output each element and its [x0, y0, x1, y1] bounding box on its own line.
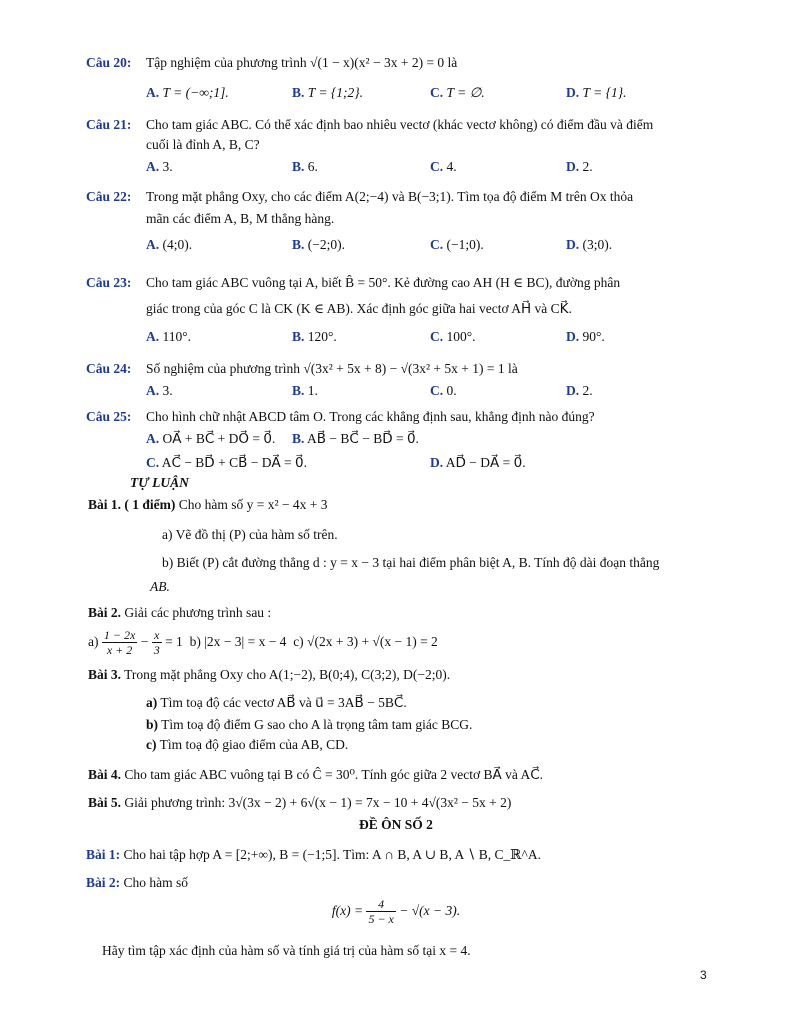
option-letter: B.: [292, 159, 305, 174]
option-letter: A.: [146, 329, 160, 344]
question-label: Câu 21:: [86, 117, 132, 132]
option-letter: A.: [146, 85, 160, 100]
bai-text: Cho hàm số: [123, 875, 189, 890]
equation-rest: = 1: [165, 634, 183, 649]
fraction: [102, 628, 137, 657]
bai-2-equations: [88, 626, 438, 658]
question-label: Câu 24:: [86, 361, 132, 376]
formula-lhs: f(x) =: [331, 903, 364, 918]
option-value: (4;0).: [162, 237, 193, 252]
options-21: [146, 156, 706, 178]
part-text: Tìm toạ độ các vectơ AB⃗ và u⃗ = 3AB⃗ − 5BC⃗.: [160, 695, 407, 710]
option-value: AC⃗ − BD⃗ + CB⃗ − DA⃗ = 0⃗.: [161, 455, 308, 470]
bai-text: Cho hai tập hợp A = [2;+∞), B = (−1;5]. Tìm: A ∩ B, A ∪ B, A ∖ B, C_ℝ^A.: [123, 847, 541, 862]
option-letter: C.: [430, 85, 444, 100]
options-25-row2: [146, 452, 706, 474]
essay-bai-5: [88, 792, 511, 814]
option-value: 120°.: [307, 329, 337, 344]
minus-sign: −: [140, 634, 149, 649]
question-24: [86, 358, 722, 380]
option-letter: C.: [430, 237, 444, 252]
part-label: b): [146, 717, 159, 732]
option-value: T = (−∞;1].: [162, 85, 229, 100]
question-text: Cho tam giác ABC vuông tại A, biết B̂ = 50°. Kẻ đường cao AH (H ∈ BC), đường phân: [146, 275, 621, 290]
function-formula: [0, 894, 792, 928]
option-value: (−1;0).: [446, 237, 484, 252]
question-25: [86, 406, 722, 428]
essay-heading: TỰ LUẬN: [130, 475, 189, 490]
part-label: c): [146, 737, 157, 752]
option-value: 90°.: [582, 329, 605, 344]
bai-text: Trong mặt phẳng Oxy cho A(1;−2), B(0;4), C(3;2), D(−2;0).: [124, 667, 451, 682]
formula-rest: − √(x − 3).: [399, 903, 461, 918]
option-value: 3.: [162, 159, 173, 174]
options-25-row1: [146, 428, 706, 450]
option-value: (3;0).: [582, 237, 613, 252]
part-text: Tìm toạ độ giao điểm của AB, CD.: [159, 737, 349, 752]
option-letter: C.: [430, 159, 444, 174]
option-letter: A.: [146, 159, 160, 174]
denominator: 3: [153, 643, 160, 658]
question-text: Số nghiệm của phương trình √(3x² + 5x + 8) − √(3x² + 5x + 1) = 1 là: [146, 361, 518, 376]
option-letter: B.: [292, 431, 305, 446]
question-label: Câu 23:: [86, 275, 132, 290]
bai-1-part-b-cont: AB.: [150, 579, 170, 594]
option-letter: C.: [430, 329, 444, 344]
bai-label: Bài 1. ( 1 điểm): [88, 497, 176, 512]
question-text-cont: giác trong của góc C là CK (K ∈ AB). Xác định góc giữa hai vectơ AH⃗ và CK⃗.: [146, 301, 572, 316]
question-text: Trong mặt phẳng Oxy, cho các điểm A(2;−4) và B(−3;1). Tìm tọa độ điểm M trên Ox thỏa: [146, 189, 634, 204]
question-text-cont: cuối là đỉnh A, B, C?: [146, 137, 260, 152]
option-letter: D.: [566, 159, 580, 174]
de2-bai-2-question: Hãy tìm tập xác định của hàm số và tính giá trị của hàm số tại x = 4.: [102, 943, 471, 958]
question-label: Câu 22:: [86, 189, 132, 204]
question-label: Câu 20:: [86, 55, 132, 70]
bai-text: Giải phương trình: 3√(3x − 2) + 6√(x − 1) = 7x − 10 + 4√(3x² − 5x + 2): [124, 795, 512, 810]
question-text: Cho tam giác ABC. Có thể xác định bao nhiêu vectơ (khác vectơ không) có điểm đầu và điểm: [146, 117, 654, 132]
section-heading: ĐỀ ÔN SỐ 2: [359, 817, 433, 832]
option-letter: D.: [566, 383, 580, 398]
essay-bai-3: [88, 664, 450, 686]
de2-bai-2: [86, 872, 188, 894]
option-value: 100°.: [446, 329, 476, 344]
option-letter: B.: [292, 383, 305, 398]
option-value: T = {1}.: [582, 85, 627, 100]
fraction: [152, 628, 162, 657]
option-value: 4.: [446, 159, 457, 174]
option-value: 110°.: [162, 329, 192, 344]
bai-text: Cho hàm số y = x² − 4x + 3: [178, 497, 328, 512]
option-letter: D.: [430, 455, 444, 470]
bai-label: Bài 1:: [86, 847, 121, 862]
question-20: [86, 52, 722, 74]
bai-label: Bài 4.: [88, 767, 122, 782]
denominator: x + 2: [106, 643, 133, 658]
option-letter: A.: [146, 237, 160, 252]
option-letter: C.: [146, 455, 160, 470]
part-c: c) √(2x + 3) + √(x − 1) = 2: [293, 634, 438, 649]
options-24: [146, 380, 706, 402]
option-value: 3.: [162, 383, 173, 398]
page-number: 3: [700, 968, 707, 982]
question-21: [86, 114, 722, 136]
de2-bai-1: [86, 844, 541, 866]
numerator: x: [152, 628, 162, 643]
question-23: [86, 272, 722, 294]
bai-label: Bài 2.: [88, 605, 122, 620]
option-value: AD⃗ − DA⃗ = 0⃗.: [445, 455, 526, 470]
numerator: 4: [366, 897, 395, 912]
options-20: [146, 82, 706, 104]
part-text: Tìm toạ độ điểm G sao cho A là trọng tâm tam giác BCG.: [161, 717, 473, 732]
essay-bai-4: [88, 764, 543, 786]
bai-1-part-b: b) Biết (P) cắt đường thẳng d : y = x − 3 tại hai điểm phân biệt A, B. Tính độ dài đoạn thẳng: [162, 555, 660, 570]
bai-label: Bài 5.: [88, 795, 122, 810]
denominator: 5 − x: [368, 912, 394, 927]
option-letter: B.: [292, 329, 305, 344]
question-label: Câu 25:: [86, 409, 132, 424]
options-22: [146, 234, 706, 256]
bai-1-part-a: a) Vẽ đồ thị (P) của hàm số trên.: [162, 527, 338, 542]
option-value: 6.: [307, 159, 318, 174]
question-text: Tập nghiệm của phương trình √(1 − x)(x² − 3x + 2) = 0 là: [146, 55, 458, 70]
question-22: [86, 186, 722, 208]
bai-3-part-b: [146, 714, 472, 736]
option-letter: D.: [566, 237, 580, 252]
option-letter: B.: [292, 85, 305, 100]
option-letter: D.: [566, 329, 580, 344]
option-letter: B.: [292, 237, 305, 252]
option-letter: A.: [146, 431, 160, 446]
option-value: AB⃗ − BC⃗ − BD⃗ = 0⃗.: [307, 431, 419, 446]
option-value: 2.: [582, 383, 593, 398]
part-b: b) |2x − 3| = x − 4: [189, 634, 287, 649]
option-value: 0.: [446, 383, 457, 398]
fraction: [366, 897, 395, 926]
bai-3-part-a: [146, 692, 407, 714]
option-value: OA⃗ + BC⃗ + DO⃗ = 0⃗.: [162, 431, 276, 446]
option-value: T = ∅.: [446, 85, 485, 100]
part-a-label: a): [88, 634, 99, 649]
bai-3-part-c: [146, 734, 348, 756]
bai-label: Bài 3.: [88, 667, 122, 682]
numerator: 1 − 2x: [103, 628, 136, 643]
option-letter: C.: [430, 383, 444, 398]
option-value: 1.: [307, 383, 318, 398]
option-letter: A.: [146, 383, 160, 398]
question-text: Cho hình chữ nhật ABCD tâm O. Trong các khẳng định sau, khẳng định nào đúng?: [146, 409, 595, 424]
option-letter: D.: [566, 85, 580, 100]
bai-text: Giải các phương trình sau :: [124, 605, 272, 620]
options-23: [146, 326, 706, 348]
bai-label: Bài 2:: [86, 875, 121, 890]
option-value: (−2;0).: [307, 237, 345, 252]
option-value: T = {1;2}.: [307, 85, 364, 100]
question-text-cont: mãn các điểm A, B, M thẳng hàng.: [146, 211, 335, 226]
bai-text: Cho tam giác ABC vuông tại B có Ĉ = 30⁰. Tính góc giữa 2 vectơ BA⃗ và AC⃗.: [124, 767, 543, 782]
essay-bai-1: [88, 494, 328, 516]
option-value: 2.: [582, 159, 593, 174]
essay-bai-2: [88, 602, 271, 624]
part-label: a): [146, 695, 158, 710]
